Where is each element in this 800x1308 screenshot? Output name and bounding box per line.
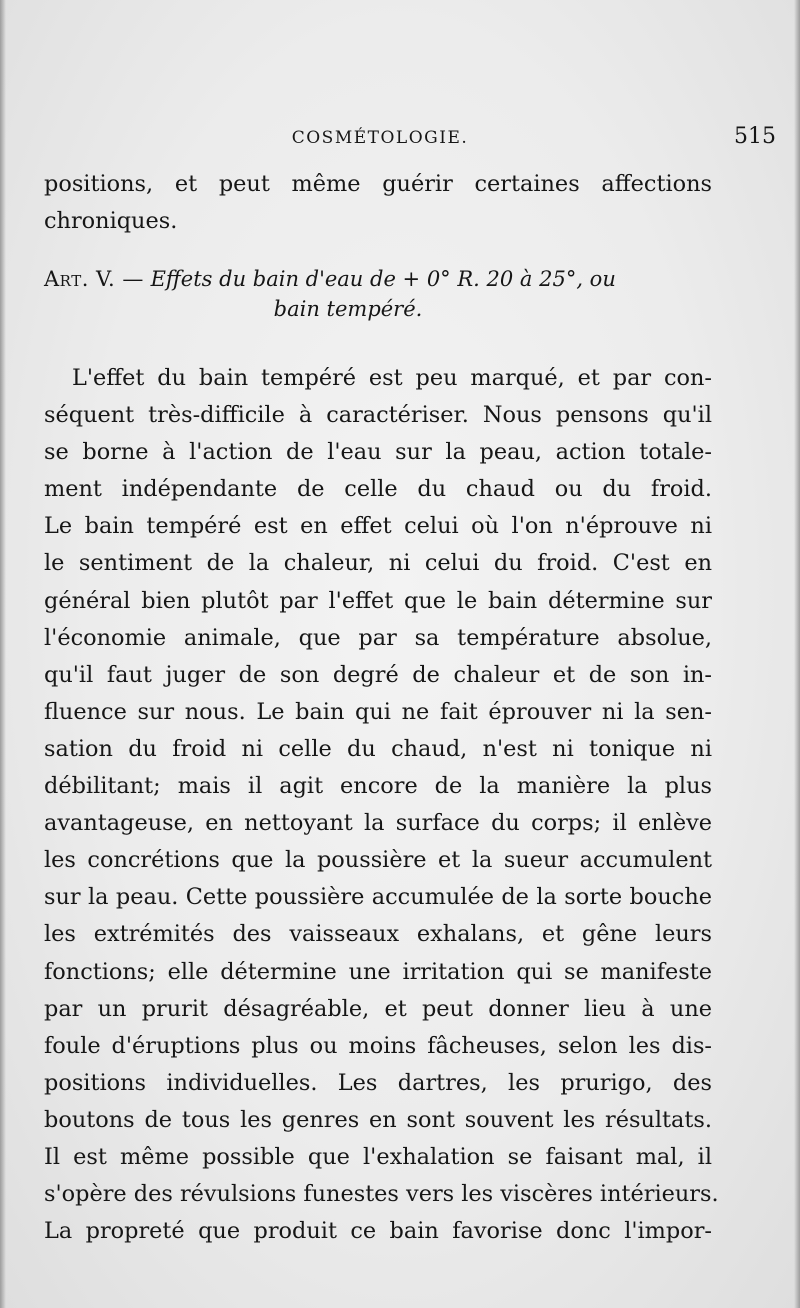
article-title-continued: bain tempéré. bbox=[273, 297, 423, 321]
page-edge-left bbox=[0, 0, 6, 1308]
article-heading-line bbox=[44, 264, 712, 294]
article-title: Effets du bain d'eau de + 0° R. 20 à 25°, ou bbox=[150, 267, 616, 291]
text-line: les concrétions que la poussière et la sueur accumulent bbox=[44, 847, 712, 874]
running-title: COSMÉTOLOGIE. bbox=[291, 128, 469, 148]
page-number: 515 bbox=[734, 124, 776, 149]
text-line: Il est même possible que l'exhalation se faisant mal, il bbox=[44, 1143, 712, 1170]
running-head bbox=[42, 124, 776, 154]
text-line: se borne à l'action de l'eau sur la peau, action totale- bbox=[44, 439, 712, 466]
text-line: par un prurit désagréable, et peut donner lieu à une bbox=[44, 995, 712, 1022]
text-line: sation du froid ni celle du chaud, n'est ni tonique ni bbox=[44, 735, 712, 762]
paragraph bbox=[44, 360, 719, 1250]
text-line: l'économie animale, que par sa température absolue, bbox=[44, 624, 712, 651]
text-line: L'effet du bain tempéré est peu marqué, et par con- bbox=[72, 365, 712, 391]
text-line: fonctions; elle détermine une irritation qui se manifeste bbox=[44, 958, 712, 985]
text-line: qu'il faut juger de son degré de chaleur et de son in- bbox=[44, 661, 712, 688]
text-line: positions individuelles. Les dartres, les prurigo, des bbox=[44, 1069, 712, 1096]
continuation-text bbox=[44, 166, 712, 240]
article-heading bbox=[44, 264, 712, 324]
text-line: séquent très-difficile à caractériser. Nous pensons qu'il bbox=[44, 402, 712, 429]
text-line: le sentiment de la chaleur, ni celui du froid. C'est en bbox=[44, 550, 712, 577]
text-line: ment indépendante de celle du chaud ou du froid. bbox=[44, 476, 712, 503]
page-edge-right bbox=[794, 0, 800, 1308]
text-line: s'opère des révulsions funestes vers les viscères intérieurs. bbox=[44, 1181, 719, 1208]
text-line: fluence sur nous. Le bain qui ne fait éprouver ni la sen- bbox=[44, 698, 712, 725]
text-line: sur la peau. Cette poussière accumulée de la sorte bouche bbox=[44, 884, 712, 911]
text-line: débilitant; mais il agit encore de la manière la plus bbox=[44, 773, 712, 800]
text-line: boutons de tous les genres en sont souvent les résultats. bbox=[44, 1106, 712, 1133]
text-line: chroniques. bbox=[44, 208, 178, 235]
text-line: général bien plutôt par l'effet que le bain détermine sur bbox=[44, 587, 712, 614]
text-line: foule d'éruptions plus ou moins fâcheuses, selon les dis- bbox=[44, 1032, 712, 1059]
text-line: Le bain tempéré est en effet celui où l'on n'éprouve ni bbox=[44, 513, 712, 540]
text-line: positions, et peut même guérir certaines affections bbox=[44, 171, 712, 197]
text-line: avantageuse, en nettoyant la surface du corps; il enlève bbox=[44, 810, 712, 837]
article-label: Art. V. — bbox=[44, 267, 144, 291]
text-line: La propreté que produit ce bain favorise donc l'impor- bbox=[44, 1218, 712, 1245]
text-line: les extrémités des vaisseaux exhalans, et gêne leurs bbox=[44, 921, 712, 948]
